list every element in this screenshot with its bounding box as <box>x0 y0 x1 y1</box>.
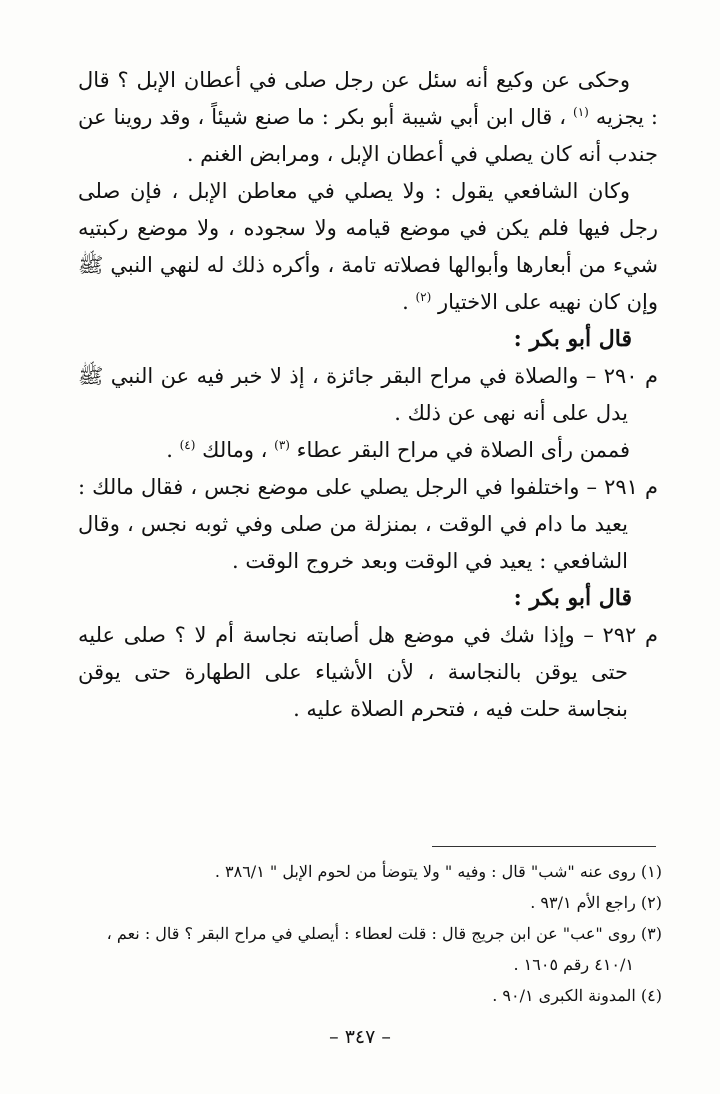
footnote-4: (٤) المدونة الكبرى ٩٠/١ . <box>492 986 662 1005</box>
footnote-ref-1: (١) <box>573 105 589 119</box>
paragraph-text: وكان الشافعي يقول : ولا يصلي في معاطن الإبل ، فإن صلى رجل فيها فلم يكن في موضع قيامه ولا سجوده ، ولا موضع ركبتيه شيء من أبعارها وأبوالها فصلاته تامة ، وأكره ذلك له لنهي النبي ﷺ وإن كان نهيه على الاختيار <box>78 179 658 314</box>
footnote-divider <box>432 846 656 847</box>
footnote-ref-3: (٣) <box>274 438 290 452</box>
paragraph-ata <box>78 432 658 469</box>
main-text <box>78 62 658 728</box>
issue-290: م ٢٩٠ – والصلاة في مراح البقر جائزة ، إذ لا خبر فيه عن النبي ﷺ يدل على أنه نهى عن ذلك . <box>78 364 658 425</box>
paragraph-waki <box>78 62 658 173</box>
section-heading: قال أبو بكر : <box>513 585 632 611</box>
footnotes <box>78 856 662 1011</box>
issue-291: م ٢٩١ – واختلفوا في الرجل يصلي على موضع نجس ، فقال مالك : يعيد ما دام في الوقت ، بمنزلة من صلى وفي ثوبه نجس ، وقال الشافعي : يعيد في الوقت وبعد خروج الوقت . <box>78 475 658 573</box>
footnote-3: (٣) روى "عب" عن ابن جريج قال : قلت لعطاء : أيصلي في مراح البقر ؟ قال : نعم ، ٤١٠/١ رقم ١٦٠٥ . <box>106 924 662 974</box>
paragraph-text: وحكى عن وكيع أنه سئل عن رجل صلى في أعطان الإبل ؟ قال : يجزيه <box>78 68 658 129</box>
page-number: – ٣٤٧ – <box>329 1026 391 1048</box>
issue-292: م ٢٩٢ – وإذا شك في موضع هل أصابته نجاسة أم لا ؟ صلى عليه حتى يوقن بالنجاسة ، لأن الأشياء على الطهارة حتى يوقن بنجاسة حلت فيه ، فتحرم الصلاة عليه . <box>78 623 658 721</box>
paragraph-text: ، قال ابن أبي شيبة أبو بكر : ما صنع شيئاً ، وقد روينا عن جندب أنه كان يصلي في أعطان الإبل ، ومرابض الغنم . <box>78 105 658 166</box>
paragraph-shafii <box>78 173 658 321</box>
footnote-ref-4: (٤) <box>179 438 196 452</box>
section-heading: قال أبو بكر : <box>513 326 632 352</box>
paragraph-text: ، ومالك <box>202 438 268 462</box>
paragraph-text: فممن رأى الصلاة في مراح البقر عطاء <box>296 438 630 462</box>
paragraph-text: . <box>166 438 173 462</box>
footnote-ref-2: (٢) <box>415 290 432 304</box>
paragraph-text: . <box>402 290 409 314</box>
footnote-1: (١) روى عنه "شب" قال : وفيه " ولا يتوضأ من لحوم الإبل " ٣٨٦/١ . <box>214 862 662 881</box>
footnote-2: (٢) راجع الأم ٩٣/١ . <box>530 893 662 912</box>
